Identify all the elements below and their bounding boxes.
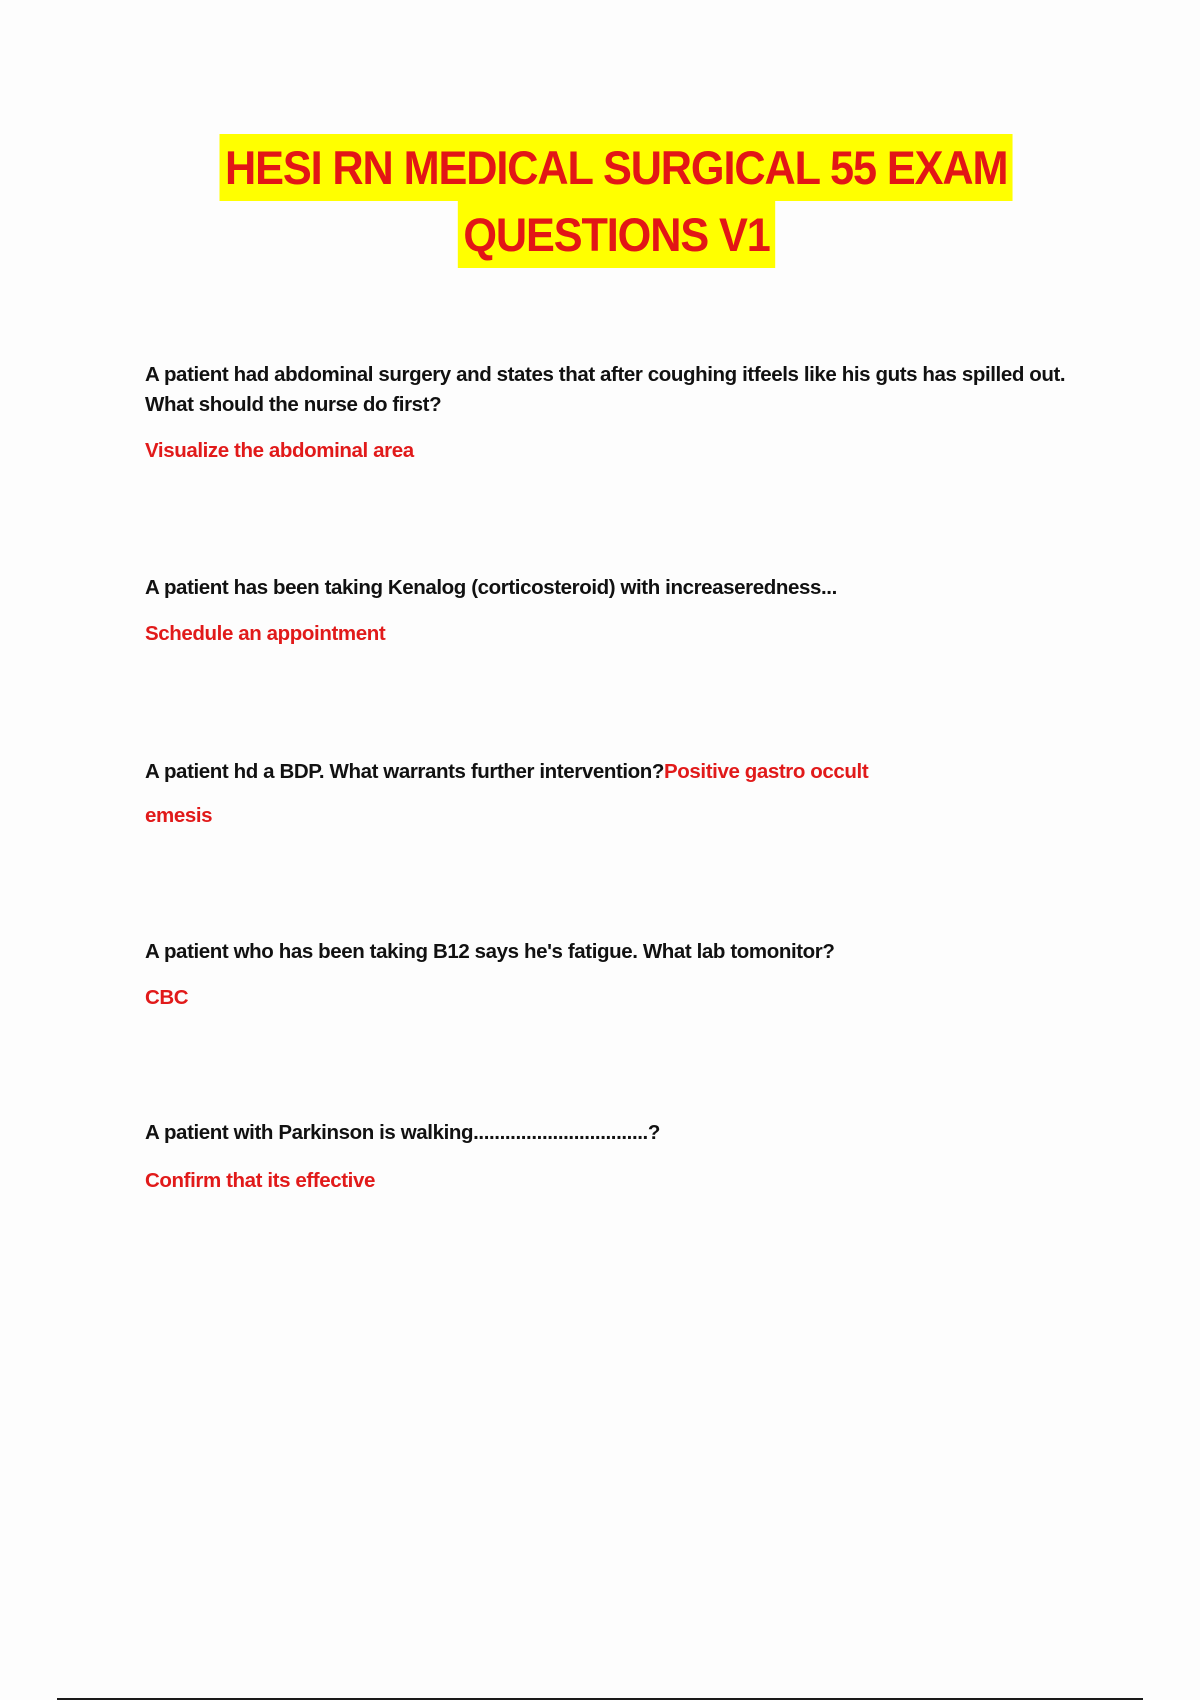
title-line-2: QUESTIONS V1: [457, 201, 774, 268]
answer-3-continued: emesis: [145, 804, 213, 827]
question-2: A patient has been taking Kenalog (corticosteroid) with increaseredness...: [145, 576, 837, 599]
answer-4: CBC: [145, 986, 189, 1009]
question-3-text: A patient hd a BDP. What warrants further intervention?: [145, 760, 665, 783]
answer-5: Confirm that its effective: [145, 1169, 375, 1192]
question-1-line-1: A patient had abdominal surgery and states that after coughing itfeels like his guts has spilled out.: [145, 363, 1066, 386]
question-5: A patient with Parkinson is walking.................................?: [145, 1121, 660, 1144]
document-title: [0, 134, 1200, 268]
answer-1: Visualize the abdominal area: [145, 439, 414, 462]
question-4: A patient who has been taking B12 says he's fatigue. What lab tomonitor?: [145, 940, 835, 963]
question-1-line-2: What should the nurse do first?: [145, 393, 442, 416]
qa-item-3: [145, 757, 1095, 831]
answer-2: Schedule an appointment: [145, 622, 386, 645]
qa-item-4: [145, 937, 1095, 1013]
qa-item-5: [145, 1118, 1095, 1196]
qa-item-2: [145, 573, 1095, 649]
title-line-1: HESI RN MEDICAL SURGICAL 55 EXAM: [219, 134, 1012, 201]
qa-item-1: [145, 360, 1095, 466]
answer-3-inline: Positive gastro occult: [664, 760, 869, 783]
question-3: [145, 757, 1095, 787]
